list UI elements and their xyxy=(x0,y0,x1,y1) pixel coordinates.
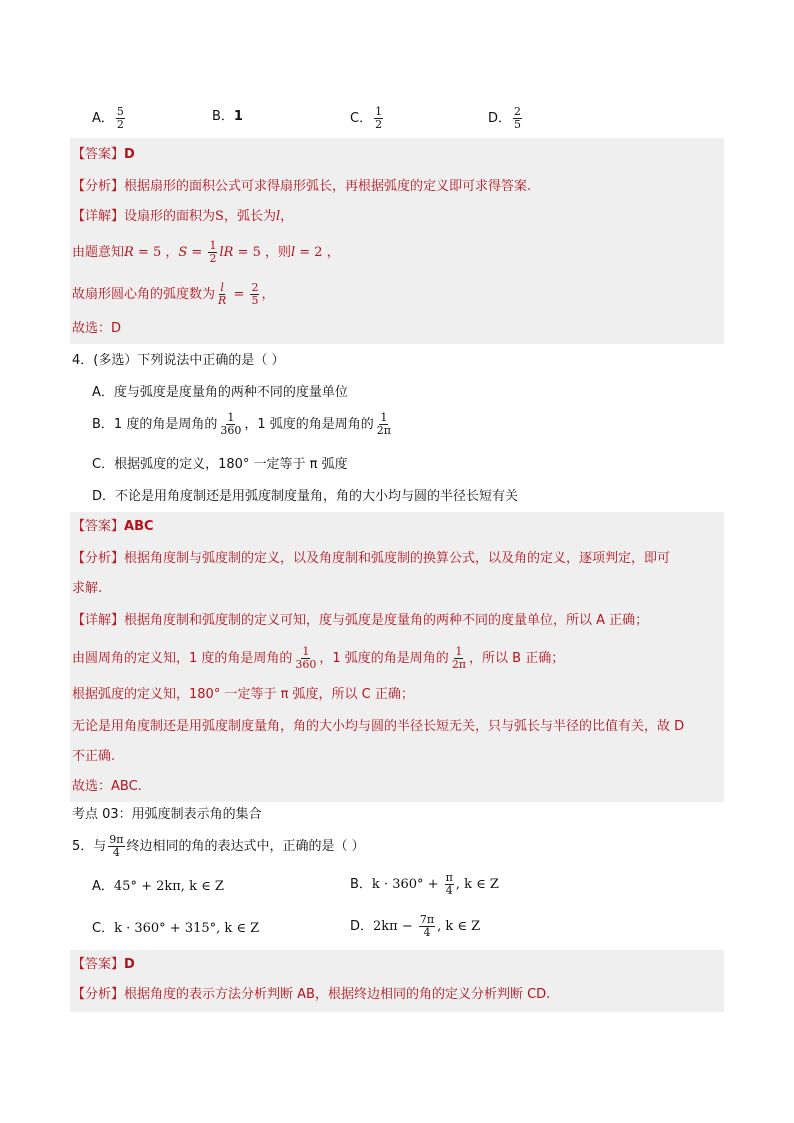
fraction: $\frac{1}{360}$ xyxy=(295,645,317,671)
q5-option-c: C．k · 360° + 315°, k ∈ Z xyxy=(92,921,260,936)
fraction: $\frac{2}{5}$ xyxy=(514,105,522,131)
q3-detail-1: 【详解】设扇形的面积为S，弧长为l， xyxy=(72,209,294,224)
fraction: $\frac{2}{5}$ xyxy=(251,281,259,307)
q4-stem: 4．(多选）下列说法中正确的是（ ） xyxy=(72,353,285,368)
fraction: $\frac{1}{360}$ xyxy=(220,411,242,437)
q5-answer: 【答案】D xyxy=(72,957,135,972)
fraction: $\frac{1}{2\pi}$ xyxy=(451,645,467,671)
q4-detail-1: 【详解】根据角度制和弧度制的定义可知，度与弧度是度量角的两种不同的度量单位，所以 A 正确； xyxy=(72,613,649,628)
fraction: $\frac{1}{2}$ xyxy=(375,105,383,131)
fraction: $\frac{l}{R}$ xyxy=(218,281,227,307)
q4-choose: 故选：ABC. xyxy=(72,779,142,794)
q5-option-d: D．2kπ − $\frac{7\pi}{4}$ , k ∈ Z xyxy=(350,913,481,939)
section-heading: 考点 03：用弧度制表示角的集合 xyxy=(72,807,262,822)
q5-stem: 5．与 $\frac{9\pi}{4}$ 终边相同的角的表达式中，正确的是（ ） xyxy=(72,833,365,859)
q4-option-d: D．不论是用角度制还是用弧度制度量角，角的大小均与圆的半径长短有关 xyxy=(92,489,519,504)
q4-option-c: C．根据弧度的定义，180° 一定等于 π 弧度 xyxy=(92,457,348,472)
q5-analysis: 【分析】根据角度的表示方法分析判断 AB，根据终边相同的角的定义分析判断 CD. xyxy=(72,987,551,1002)
fraction: $\frac{5}{2}$ xyxy=(116,105,124,131)
q4-detail-2: 由圆周角的定义知，1 度的角是周角的 $\frac{1}{360}$ ，1 弧度的角是周角的 $\frac{1}{2\pi}$ ，所以 B 正确； xyxy=(72,645,565,671)
q3-choose: 故选：D xyxy=(72,321,122,336)
q3-detail-3: 故扇形圆心角的弧度数为 $\frac{l}{R}$ = $\frac{2}{5}$ ， xyxy=(72,281,275,307)
q4-detail-5: 不正确. xyxy=(72,749,116,764)
q5-option-b: B．k · 360° + $\frac{\pi}{4}$ , k ∈ Z xyxy=(350,871,499,897)
q5-option-a: A．45° + 2kπ, k ∈ Z xyxy=(92,879,224,894)
q4-option-a: A．度与弧度是度量角的两种不同的度量单位 xyxy=(92,385,348,400)
q3-option-a: A． $\frac{5}{2}$ xyxy=(92,105,124,131)
fraction: $\frac{9\pi}{4}$ xyxy=(109,833,124,859)
q3-option-c: C． $\frac{1}{2}$ xyxy=(350,105,383,131)
q4-answer: 【答案】ABC xyxy=(72,519,154,534)
fraction: $\frac{1}{2\pi}$ xyxy=(376,411,391,437)
q4-analysis-1: 【分析】根据角度制与弧度制的定义，以及角度制和弧度制的换算公式，以及角的定义，逐项判定，即可 xyxy=(72,551,671,566)
q3-option-d: D． $\frac{2}{5}$ xyxy=(488,105,522,131)
q3-answer: 【答案】D xyxy=(72,147,135,162)
q3-option-b: B．1 xyxy=(212,109,243,124)
q4-detail-4: 无论是用角度制还是用弧度制度量角，角的大小均与圆的半径长短无关，只与弧长与半径的比值有关，故 D xyxy=(72,719,685,734)
fraction: $\frac{7\pi}{4}$ xyxy=(419,913,435,939)
q4-analysis-2: 求解. xyxy=(72,581,103,596)
q4-option-b: B．1 度的角是周角的 $\frac{1}{360}$ ，1 弧度的角是周角的 $\frac{1}{2\pi}$ xyxy=(92,411,391,437)
q3-analysis: 【分析】根据扇形的面积公式可求得扇形弧长，再根据弧度的定义即可求得答案. xyxy=(72,179,532,194)
fraction: $\frac{\pi}{4}$ xyxy=(445,871,453,897)
fraction: $\frac{1}{2}$ xyxy=(209,239,217,265)
q4-detail-3: 根据弧度的定义知，180° 一定等于 π 弧度，所以 C 正确； xyxy=(72,687,414,702)
q3-detail-2: 由题意知R = 5 ，S = $\frac{1}{2}$ lR = 5 ，则l = 2 ， xyxy=(72,239,340,265)
